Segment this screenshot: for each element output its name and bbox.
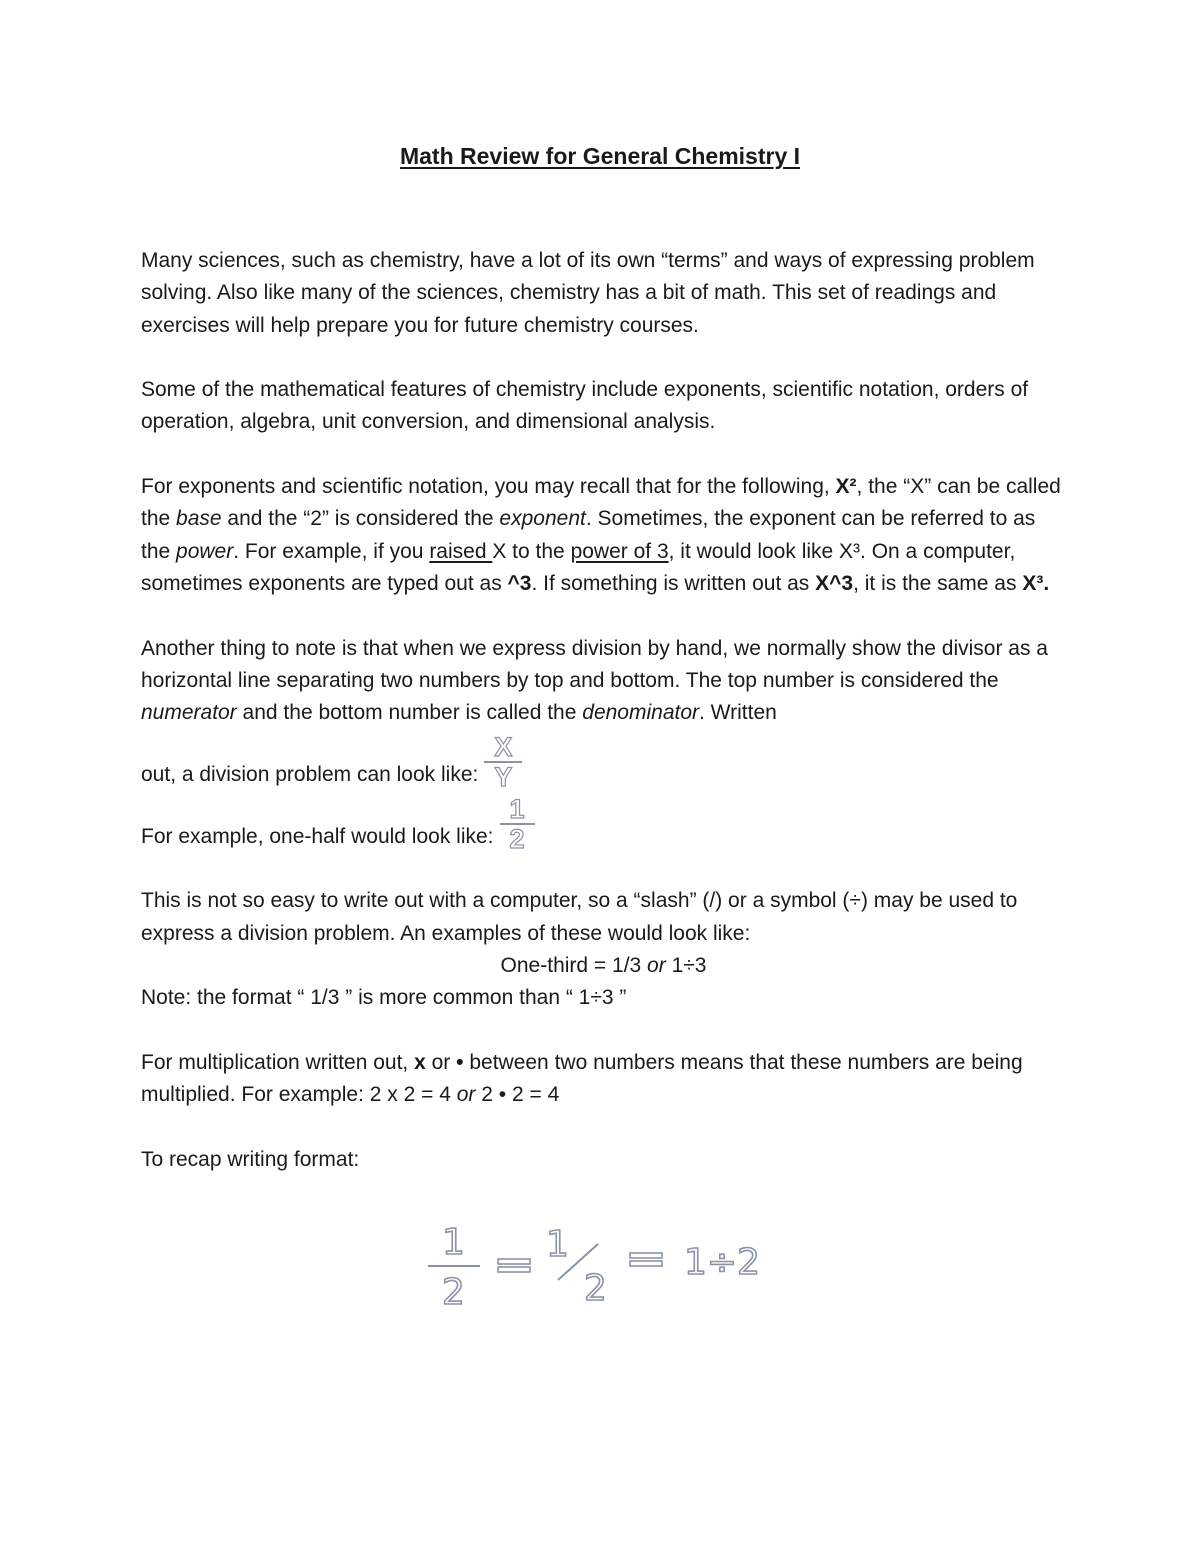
- term-exponent: exponent: [499, 507, 586, 531]
- text-run: For multiplication written out,: [141, 1050, 415, 1074]
- format-note: Note: the format “ 1/3 ” is more common than “ 1÷3 ”: [141, 986, 627, 1010]
- half-example-line: [141, 791, 1066, 853]
- text-run: For exponents and scientific notation, you may recall that for the following,: [141, 475, 836, 499]
- text-run: Another thing to note is that when we express division by hand, we normally show the divisor as a horizontal line separating two numbers by top and bottom. The top number is considered the: [141, 636, 1048, 692]
- text-run: 1÷3: [665, 954, 707, 978]
- text-run: 2 • 2 = 4: [475, 1083, 560, 1107]
- equals-sign-icon: [498, 1267, 530, 1272]
- slash-paragraph: This is not so easy to write out with a computer, so a “slash” (/) or a symbol (÷) may be used to express a division problem. An examples of these would look like:: [141, 889, 1018, 945]
- document-body: [141, 245, 1066, 1208]
- term-base: base: [176, 507, 222, 531]
- text-run: , the “X” can be called the: [141, 475, 1061, 531]
- text-run: X to the: [492, 539, 571, 563]
- text-run: between two numbers means that these numbers are being multiplied. For example: 2 x 2 = 4: [141, 1050, 1023, 1107]
- one-third-example: [141, 950, 1066, 982]
- division-example-label: out, a division problem can look like:: [141, 763, 479, 787]
- x-caret-3: X^3: [815, 571, 854, 595]
- bold-dot: •: [456, 1050, 464, 1074]
- half-example-label: For example, one-half would look like:: [141, 825, 494, 849]
- bold-x: x: [414, 1050, 426, 1074]
- text-run: , it is the same as: [853, 571, 1023, 595]
- text-run: . For example, if you: [233, 539, 430, 563]
- italic-or: or: [456, 1083, 476, 1107]
- features-paragraph: Some of the mathematical features of chemistry include exponents, scientific notation, orders of operation, algebra, unit conversion, and dimensional analysis.: [141, 378, 1029, 434]
- text-run: One-third = 1/3: [500, 954, 648, 978]
- multiplication-paragraph: [141, 1047, 1066, 1112]
- text-run: or: [425, 1050, 457, 1074]
- x-squared: X²: [835, 475, 857, 499]
- italic-or: or: [647, 954, 666, 978]
- fraction-denominator: Y: [484, 761, 522, 791]
- division-example-line: [141, 729, 1066, 791]
- equals-sign-icon: [498, 1259, 530, 1264]
- text-run: . Written: [699, 701, 777, 725]
- term-numerator: numerator: [141, 701, 237, 725]
- text-run: and the bottom number is called the: [236, 701, 583, 725]
- exponents-paragraph: [141, 471, 1066, 600]
- fraction-numerator: X: [494, 732, 513, 763]
- intro-paragraph: Many sciences, such as chemistry, have a lot of its own “terms” and ways of expressing problem solving. Also like many of the sciences, chemistry has a bit of math. This set of readings and exercises will help prepare you for future chemistry courses.: [141, 249, 1035, 337]
- fraction-one-half: [500, 795, 535, 853]
- text-run: , it would look like X³. On a computer, sometimes exponents are typed out as: [141, 539, 1016, 595]
- division-paragraph: [141, 633, 1066, 730]
- recap-divide: 1÷2: [684, 1242, 760, 1283]
- text-run: . Sometimes, the exponent can be referred to as the: [141, 507, 1036, 563]
- fraction-x-over-y: [484, 733, 522, 791]
- term-denominator: denominator: [582, 701, 700, 725]
- equals-sign-icon: [630, 1253, 662, 1258]
- fraction-numerator: 1: [509, 794, 525, 825]
- underlined-power-of-3: power of 3: [570, 539, 669, 563]
- recap-denominator: 2: [442, 1272, 465, 1313]
- recap-label: To recap writing format:: [141, 1147, 360, 1171]
- text-run: . If something is written out as: [531, 571, 816, 595]
- text-run: and the “2” is considered the: [221, 507, 500, 531]
- underlined-raised: raised: [429, 539, 493, 563]
- recap-slash-numerator: 1: [546, 1224, 569, 1265]
- x-cubed: X³.: [1022, 571, 1050, 595]
- caret-3: ^3: [507, 571, 532, 595]
- page-title: Math Review for General Chemistry I: [399, 143, 801, 169]
- term-power: power: [176, 539, 234, 563]
- recap-numerator: 1: [442, 1222, 465, 1263]
- recap-formats-graphic: [420, 1218, 780, 1313]
- recap-slash-denominator: 2: [584, 1268, 607, 1309]
- equals-sign-icon: [630, 1261, 662, 1266]
- fraction-denominator: 2: [500, 823, 535, 853]
